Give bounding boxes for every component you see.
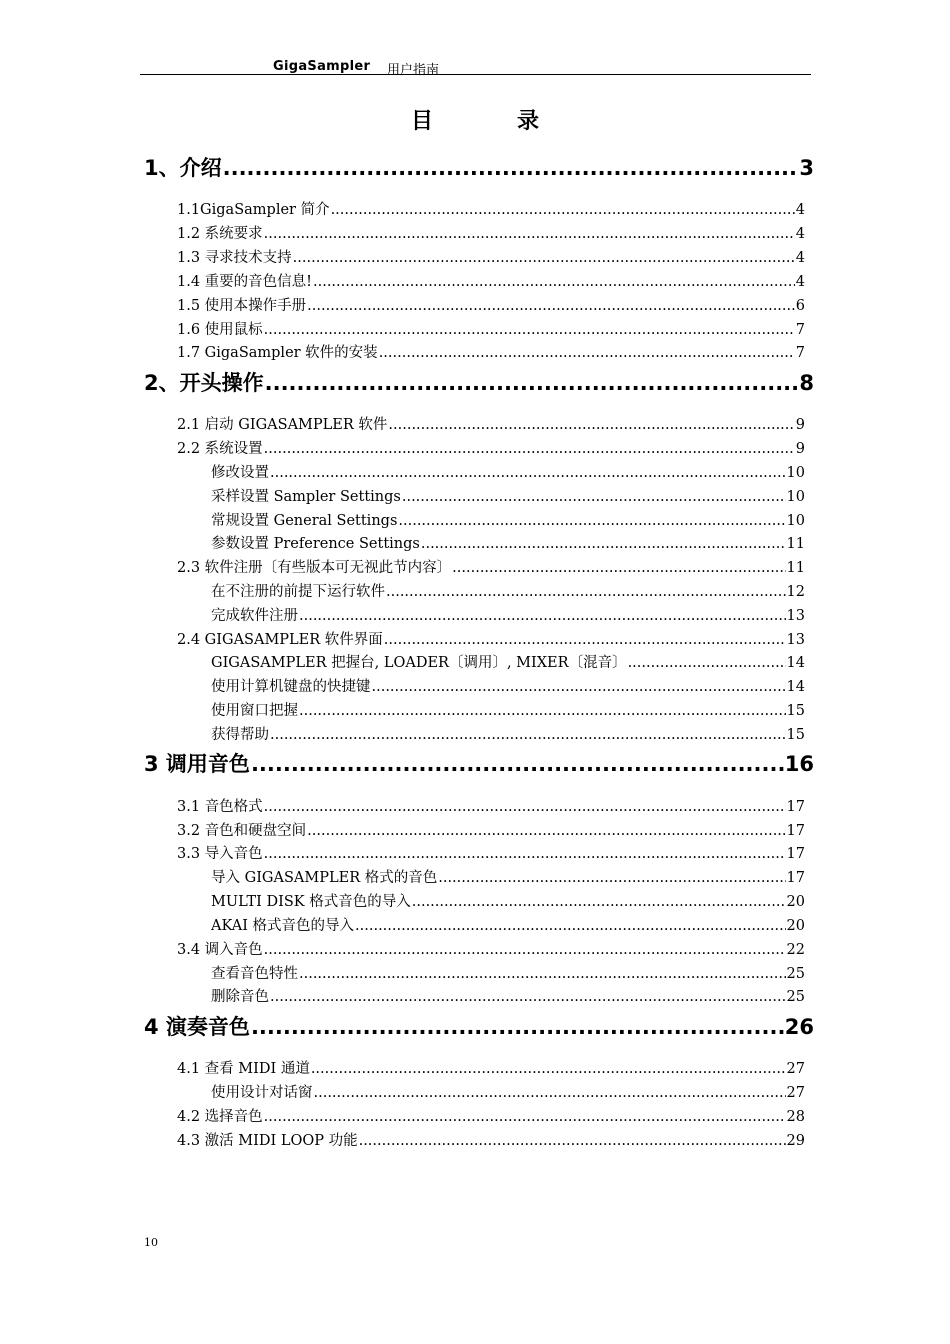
toc-entry-text: 3.1 音色格式 [177, 799, 263, 815]
dot-leader [299, 608, 786, 624]
toc-entry-page: 28 [786, 1109, 805, 1125]
toc-entry-page: 9 [795, 441, 805, 457]
toc-entry-section[interactable] [177, 413, 805, 434]
toc-entry-page: 11 [786, 536, 805, 552]
toc-entry-chapter[interactable] [144, 367, 814, 397]
toc-entry-text: 完成软件注册 [211, 608, 298, 624]
toc-entry-text: 2.3 软件注册〔有些版本可无视此节内容〕 [177, 560, 452, 576]
toc-entry-text: 1.2 系统要求 [177, 226, 263, 242]
toc-entry-section[interactable] [177, 842, 805, 863]
toc-entry-page: 10 [786, 489, 805, 505]
toc-entry-section[interactable] [177, 1129, 805, 1150]
header-subtitle: 用户指南 [387, 63, 440, 78]
dot-leader [372, 679, 786, 695]
toc-entry-subsection[interactable] [211, 723, 805, 744]
dot-leader [379, 345, 795, 361]
header-brand: GigaSampler [273, 59, 371, 74]
dot-leader [355, 918, 786, 934]
toc-entry-page: 9 [795, 417, 805, 433]
toc-entry-text: 2、开头操作 [144, 371, 264, 395]
toc-entry-text: 1.6 使用鼠标 [177, 322, 263, 338]
toc-entry-subsection[interactable] [211, 1081, 805, 1102]
dot-leader [359, 1133, 786, 1149]
dot-leader [384, 632, 786, 648]
toc-entry-section[interactable] [177, 246, 805, 267]
toc-entry-chapter[interactable] [144, 748, 814, 778]
dot-leader [264, 1109, 786, 1125]
dot-leader [331, 202, 795, 218]
toc-entry-section[interactable] [177, 222, 805, 243]
toc-entry-text: 删除音色 [211, 989, 269, 1005]
toc-entry-page: 25 [786, 989, 805, 1005]
toc-entry-text: 采样设置 Sampler Settings [211, 489, 401, 505]
toc-entry-section[interactable] [177, 294, 805, 315]
dot-leader [251, 1015, 784, 1039]
toc-entry-chapter[interactable] [144, 152, 814, 182]
dot-leader [223, 156, 799, 180]
toc-entry-text: AKAI 格式音色的导入 [211, 918, 355, 934]
dot-leader [386, 584, 786, 600]
toc-entry-subsection[interactable] [211, 461, 805, 482]
toc-entry-text: 2.4 GIGASAMPLER 软件界面 [177, 632, 383, 648]
toc-entry-subsection[interactable] [211, 675, 805, 696]
toc-entry-subsection[interactable] [211, 985, 805, 1006]
toc-entry-section[interactable] [177, 341, 805, 362]
dot-leader [307, 823, 785, 839]
toc-entry-page: 14 [786, 679, 805, 695]
dot-leader [264, 441, 795, 457]
toc-entry-section[interactable] [177, 938, 805, 959]
dot-leader [270, 465, 786, 481]
toc-entry-section[interactable] [177, 795, 805, 816]
toc-entry-text: 使用设计对话窗 [211, 1085, 313, 1101]
toc-entry-subsection[interactable] [211, 580, 805, 601]
toc-entry-text: 3.3 导入音色 [177, 846, 263, 862]
toc-entry-text: 2.1 启动 GIGASAMPLER 软件 [177, 417, 388, 433]
toc-entry-text: 4.3 激活 MIDI LOOP 功能 [177, 1133, 358, 1149]
toc-entry-section[interactable] [177, 819, 805, 840]
toc-entry-section[interactable] [177, 556, 805, 577]
toc-entry-subsection[interactable] [211, 699, 805, 720]
toc-entry-text: 3.4 调入音色 [177, 942, 263, 958]
dot-leader [388, 417, 794, 433]
toc-entry-text: 参数设置 Preference Settings [211, 536, 420, 552]
dot-leader [628, 655, 786, 671]
toc-entry-page: 29 [786, 1133, 805, 1149]
toc-entry-section[interactable] [177, 1105, 805, 1126]
toc-entry-text: 使用计算机键盘的快捷键 [211, 679, 371, 695]
toc-entry-text: 常规设置 General Settings [211, 513, 398, 529]
toc-entry-page: 27 [786, 1061, 805, 1077]
toc-entry-page: 20 [786, 918, 805, 934]
toc-entry-section[interactable] [177, 270, 805, 291]
toc-entry-page: 6 [795, 298, 805, 314]
toc-entry-text: 导入 GIGASAMPLER 格式的音色 [211, 870, 438, 886]
dot-leader [264, 322, 795, 338]
toc-entry-text: 4.2 选择音色 [177, 1109, 263, 1125]
toc-entry-page: 25 [786, 966, 805, 982]
toc-entry-page: 10 [786, 465, 805, 481]
toc-entry-subsection[interactable] [211, 604, 805, 625]
toc-entry-page: 11 [786, 560, 805, 576]
toc-entry-text: 在不注册的前提下运行软件 [211, 584, 385, 600]
toc-entry-subsection[interactable] [211, 914, 805, 935]
toc-entry-page: 16 [784, 752, 814, 776]
toc-entry-page: 10 [786, 513, 805, 529]
toc-entry-subsection[interactable] [211, 866, 805, 887]
toc-entry-text: 1.3 寻求技术支持 [177, 250, 292, 266]
toc-entry-subsection[interactable] [211, 651, 805, 672]
toc-entry-subsection[interactable] [211, 532, 805, 553]
toc-entry-text: 修改设置 [211, 465, 269, 481]
dot-leader [452, 560, 785, 576]
toc-entry-page: 3 [799, 156, 814, 180]
toc-entry-text: 1.5 使用本操作手册 [177, 298, 307, 314]
toc-title-char: 目 [410, 109, 433, 134]
toc-entry-text: 3 调用音色 [144, 752, 250, 776]
toc-entry-page: 8 [799, 371, 814, 395]
toc-entry-subsection[interactable] [211, 962, 805, 983]
toc-entry-text: GIGASAMPLER 把握台, LOADER〔调用〕, MIXER〔混音〕 [211, 655, 627, 671]
toc-entry-page: 13 [786, 632, 805, 648]
toc-title-char: 录 [517, 109, 540, 134]
toc-entry-page: 15 [786, 703, 805, 719]
dot-leader [299, 966, 786, 982]
toc-entry-page: 22 [786, 942, 805, 958]
dot-leader [314, 1085, 786, 1101]
toc-entry-page: 4 [795, 202, 805, 218]
toc-entry-section[interactable] [177, 437, 805, 458]
toc-entry-section[interactable] [177, 628, 805, 649]
dot-leader [264, 226, 795, 242]
dot-leader [438, 870, 785, 886]
toc-entry-page: 20 [786, 894, 805, 910]
toc-entry-text: 获得帮助 [211, 727, 269, 743]
page-number: 10 [144, 1236, 158, 1249]
toc-entry-page: 17 [786, 870, 805, 886]
toc-entry-text: 4.1 查看 MIDI 通道 [177, 1061, 310, 1077]
toc-entry-page: 4 [795, 226, 805, 242]
toc-entry-text: 2.2 系统设置 [177, 441, 263, 457]
page-header [140, 58, 811, 78]
dot-leader [313, 274, 795, 290]
dot-leader [421, 536, 786, 552]
toc-entry-page: 12 [786, 584, 805, 600]
toc-entry-section[interactable] [177, 318, 805, 339]
toc-entry-page: 15 [786, 727, 805, 743]
toc-entry-page: 27 [786, 1085, 805, 1101]
dot-leader [402, 489, 786, 505]
toc-entry-text: 查看音色特性 [211, 966, 298, 982]
toc-entry-chapter[interactable] [144, 1011, 814, 1041]
toc-entry-text: 1、介绍 [144, 156, 222, 180]
toc-entry-page: 7 [795, 322, 805, 338]
toc-entry-text: 1.1GigaSampler 简介 [177, 202, 330, 218]
dot-leader [270, 989, 786, 1005]
toc-entry-page: 4 [795, 250, 805, 266]
toc-entry-subsection[interactable] [211, 509, 805, 530]
toc-entry-text: MULTI DISK 格式音色的导入 [211, 894, 411, 910]
toc-entry-subsection[interactable] [211, 890, 805, 911]
toc-entry-page: 7 [795, 345, 805, 361]
dot-leader [264, 846, 786, 862]
dot-leader [307, 298, 795, 314]
dot-leader [311, 1061, 786, 1077]
toc-entry-text: 1.7 GigaSampler 软件的安装 [177, 345, 378, 361]
dot-leader [270, 727, 786, 743]
dot-leader [293, 250, 795, 266]
dot-leader [265, 371, 799, 395]
toc-entry-text: 使用窗口把握 [211, 703, 298, 719]
toc-entry-section[interactable] [177, 1057, 805, 1078]
toc-title [0, 104, 950, 135]
dot-leader [264, 799, 786, 815]
toc-entry-page: 17 [786, 823, 805, 839]
dot-leader [251, 752, 784, 776]
dot-leader [299, 703, 786, 719]
toc-entry-text: 4 演奏音色 [144, 1015, 250, 1039]
dot-leader [264, 942, 786, 958]
toc-entry-page: 14 [786, 655, 805, 671]
toc-entry-subsection[interactable] [211, 485, 805, 506]
dot-leader [412, 894, 786, 910]
toc-entry-section[interactable] [177, 198, 805, 219]
toc-entry-page: 4 [795, 274, 805, 290]
toc-entry-text: 3.2 音色和硬盘空间 [177, 823, 307, 839]
toc-entry-page: 17 [786, 846, 805, 862]
dot-leader [398, 513, 785, 529]
toc-entry-page: 26 [784, 1015, 814, 1039]
toc-entry-text: 1.4 重要的音色信息! [177, 274, 312, 290]
toc-entry-page: 13 [786, 608, 805, 624]
toc-entry-page: 17 [786, 799, 805, 815]
